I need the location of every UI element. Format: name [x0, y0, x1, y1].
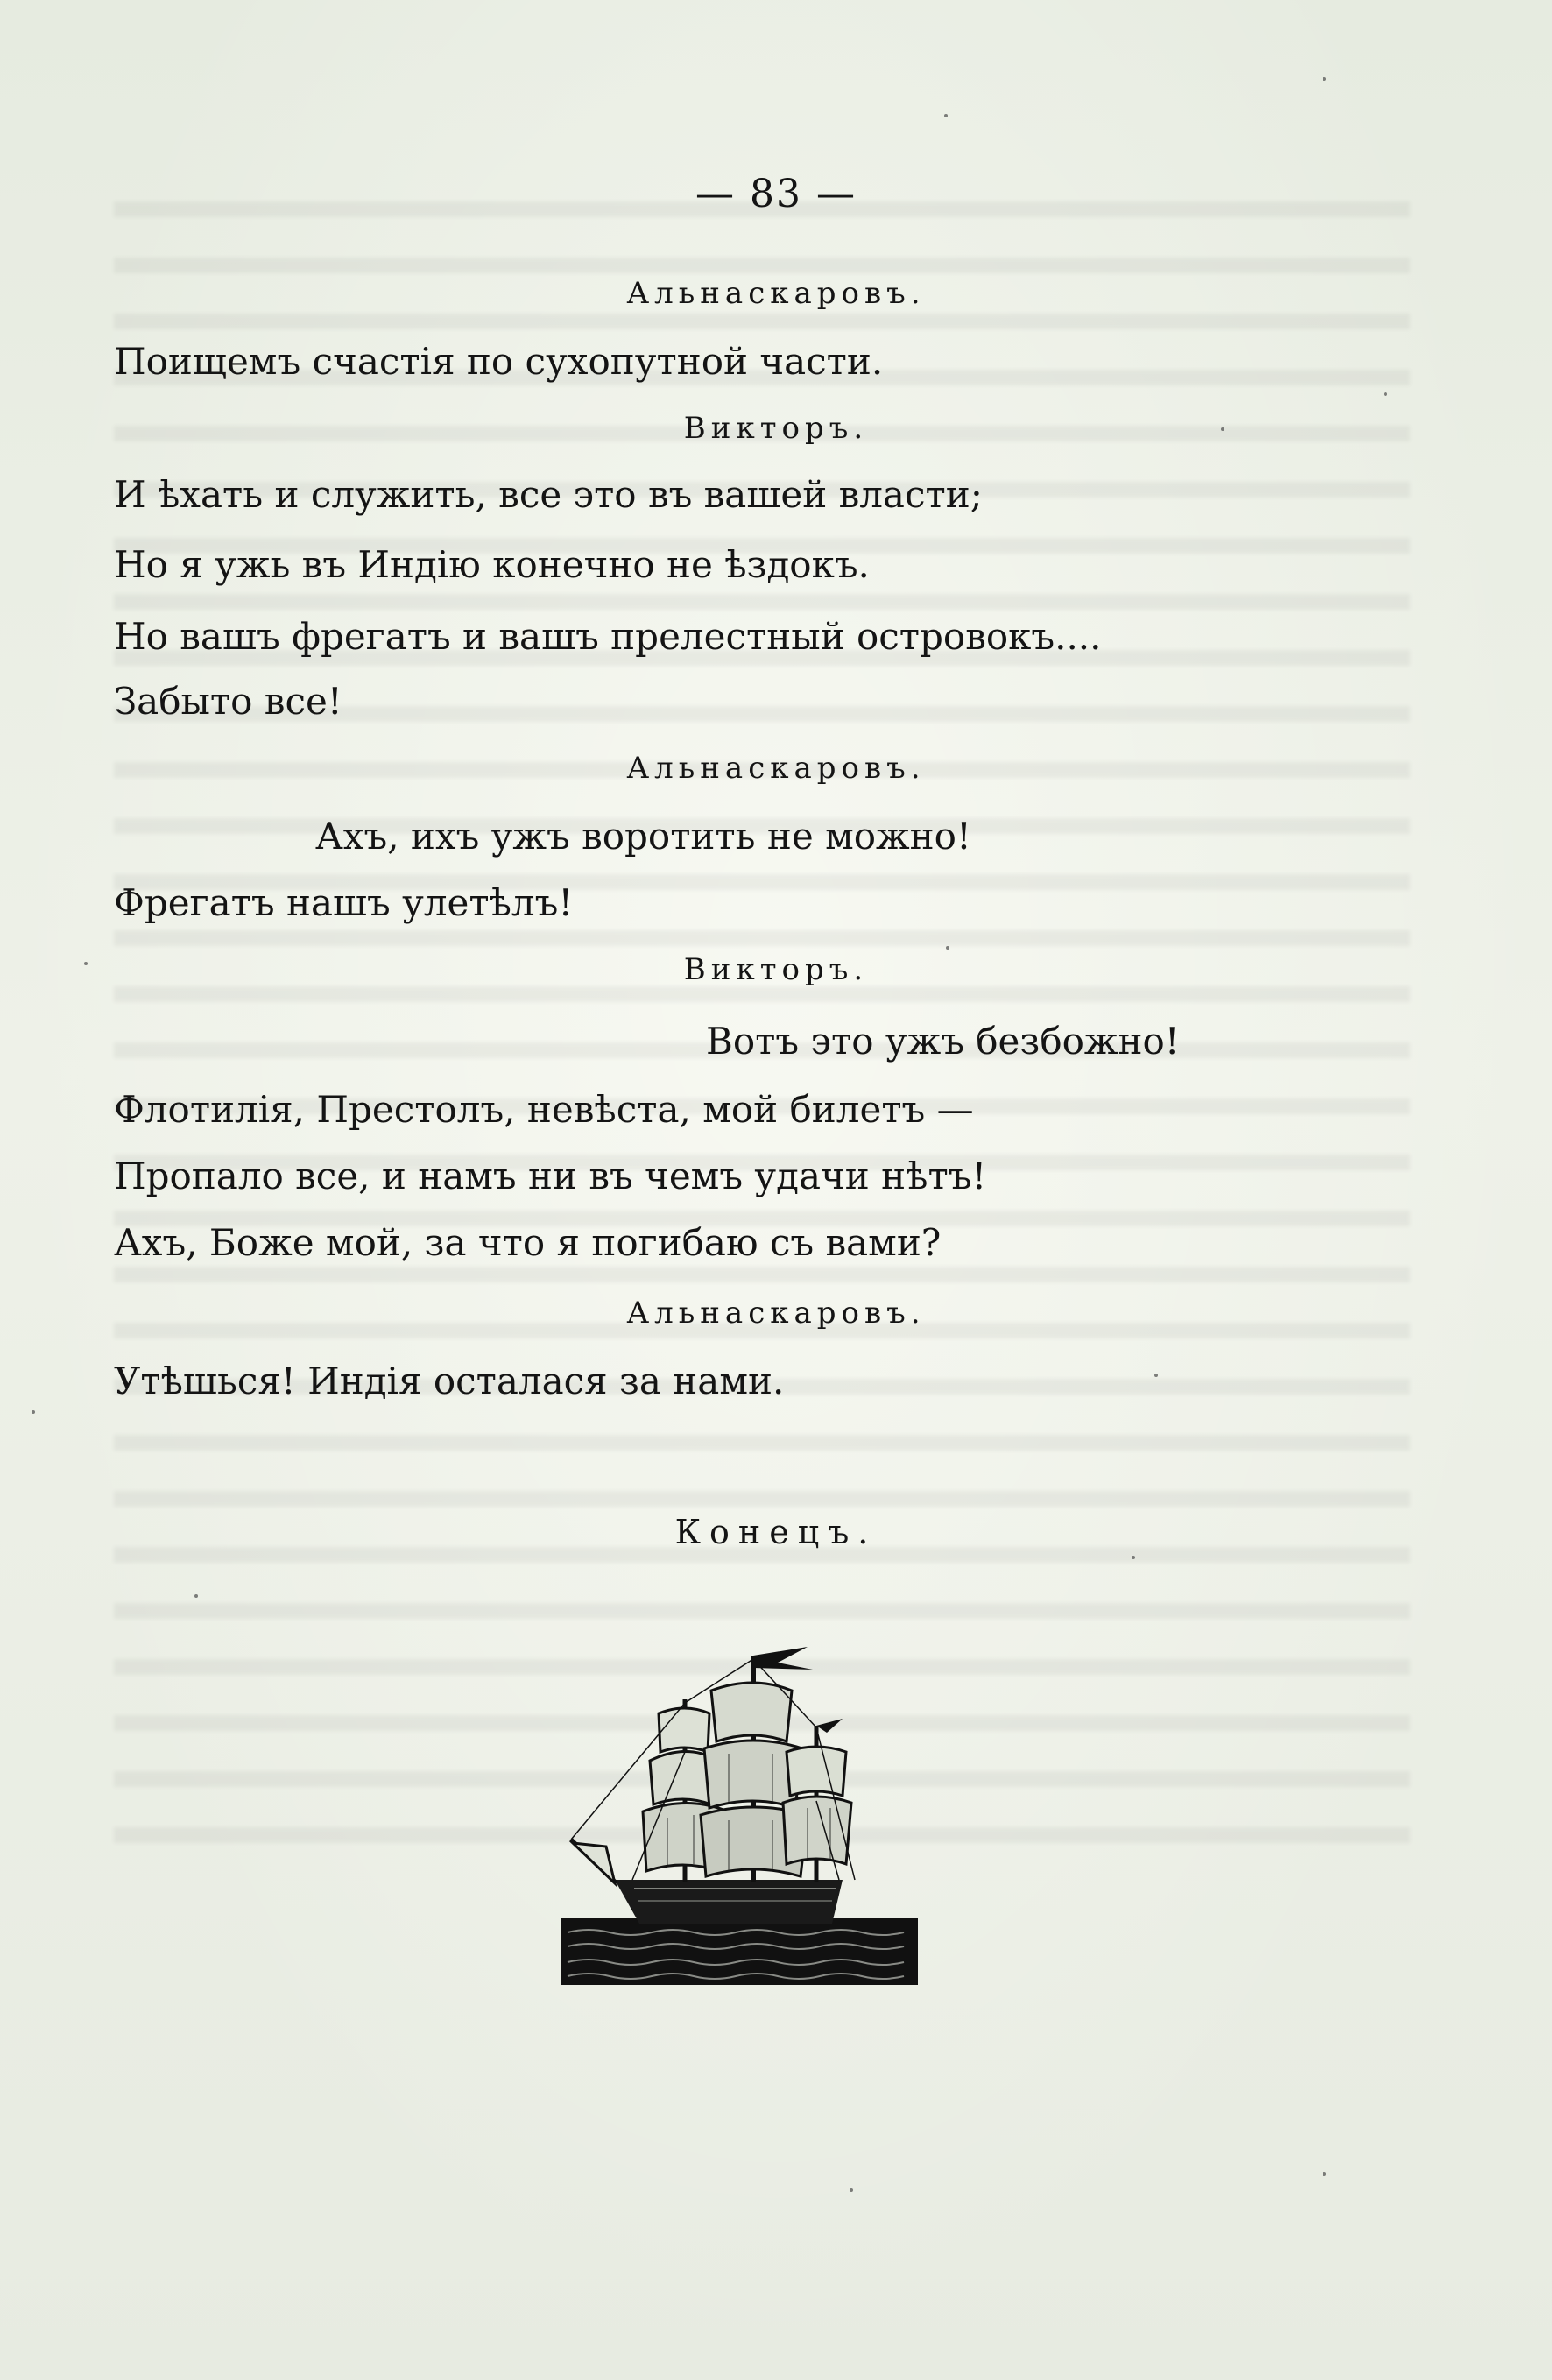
paper-speck	[194, 1594, 198, 1598]
paper-speck	[1323, 2172, 1326, 2176]
speaker-label: Альнаскаровъ.	[626, 276, 926, 311]
speaker-label: Альнаскаровъ.	[626, 1296, 926, 1331]
verse-line: Ахъ, ихъ ужъ воротить не можно!	[315, 815, 971, 858]
verse-line: Фрегатъ нашъ улетѣлъ!	[114, 881, 574, 924]
verse-line: Но я ужь въ Индію конечно не ѣздокъ.	[114, 543, 870, 586]
paper-speck	[1132, 1556, 1135, 1559]
verse-line: Забыто все!	[114, 680, 342, 723]
sailing-ship-engraving-icon	[554, 1629, 921, 1997]
end-label: Конецъ.	[674, 1513, 878, 1551]
paper-speck	[32, 1410, 35, 1414]
verse-line: Вотъ это ужъ безбожно!	[706, 1020, 1180, 1063]
verse-line: Но вашъ фрегатъ и вашъ прелестный островокъ....	[114, 615, 1102, 658]
verse-line: Ахъ, Боже мой, за что я погибаю съ вами?	[114, 1221, 942, 1264]
paper-speck	[850, 2188, 853, 2192]
paper-speck	[1323, 77, 1326, 81]
speaker-label: Альнаскаровъ.	[626, 751, 926, 786]
paper-speck	[1384, 392, 1387, 396]
verse-line: Флотилія, Престолъ, невѣста, мой билетъ —	[114, 1088, 974, 1131]
verse-line: И ѣхать и служить, все это въ вашей власти;	[114, 473, 983, 516]
verse-line: Утѣшься! Индія осталася за нами.	[114, 1359, 785, 1402]
paper-speck	[944, 114, 948, 117]
page-number: — 83 —	[695, 172, 857, 216]
verse-line: Поищемъ счастія по сухопутной части.	[114, 340, 884, 383]
speaker-label: Викторъ.	[683, 952, 869, 987]
paper-speck	[1154, 1374, 1158, 1377]
speaker-label: Викторъ.	[683, 411, 869, 446]
verse-line: Пропало все, и намъ ни въ чемъ удачи нѣтъ!	[114, 1155, 987, 1197]
paper-speck	[946, 946, 949, 950]
